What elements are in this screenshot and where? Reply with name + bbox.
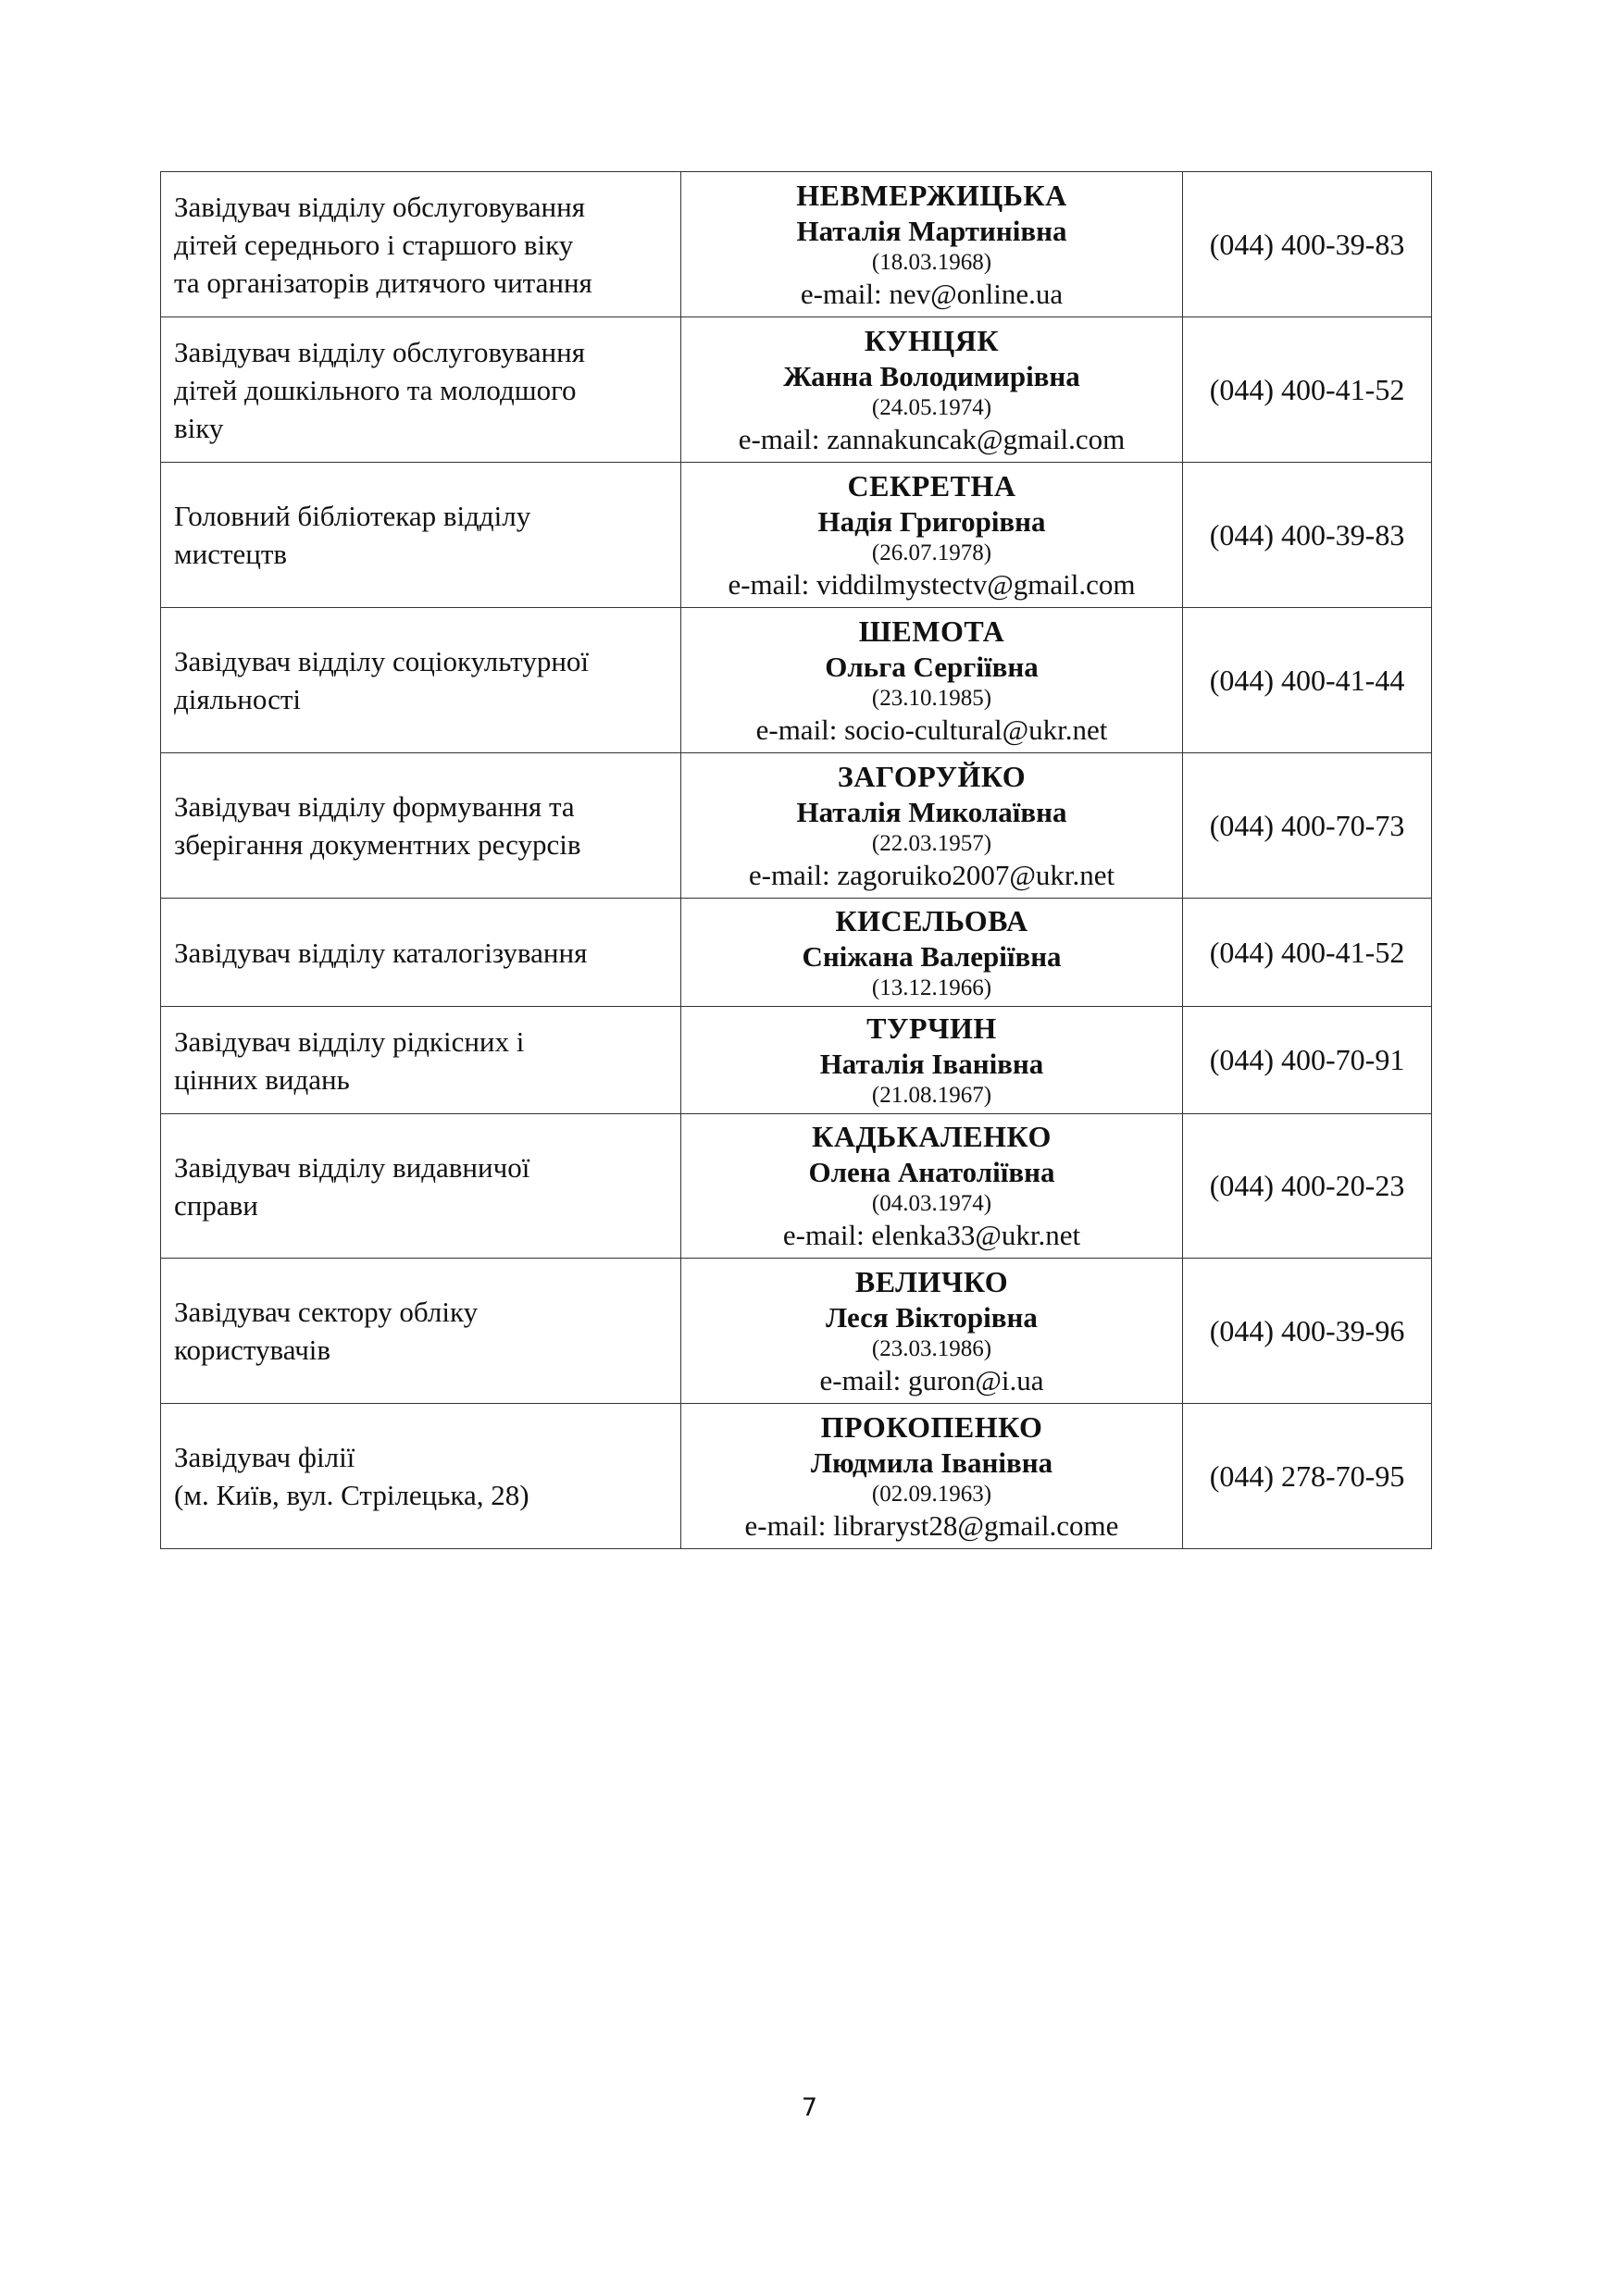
position-cell (161, 753, 681, 899)
email-link[interactable]: e-mail: socio-cultural@ukr.net (755, 713, 1108, 746)
surname: СЕКРЕТНА (847, 468, 1016, 503)
position-text: цінних видань (174, 1062, 350, 1096)
person-cell (681, 463, 1183, 608)
staff-contacts-table (160, 171, 1432, 1549)
email-link[interactable]: e-mail: libraryst28@gmail.come (744, 1508, 1119, 1542)
position-text: Головний бібліотекар відділу (174, 500, 531, 532)
given-name: Надія Григорівна (817, 504, 1046, 538)
birth-date: (04.03.1974) (871, 1191, 992, 1216)
person-cell (681, 1007, 1183, 1114)
position-text: Завідувач сектору обліку (174, 1296, 479, 1328)
email-link[interactable]: e-mail: elenka33@ukr.net (782, 1219, 1081, 1251)
birth-date: (18.03.1968) (871, 249, 992, 275)
phone-number: (044) 278-70-95 (1183, 1404, 1432, 1549)
position-cell (161, 317, 681, 463)
given-name: Сніжана Валеріївна (802, 939, 1062, 973)
phone-number: (044) 400-20-23 (1183, 1114, 1432, 1259)
position-text: користувачів (174, 1334, 331, 1366)
surname: НЕВМЕРЖИЦЬКА (796, 178, 1067, 212)
person-cell (681, 899, 1183, 1007)
position-cell (161, 172, 681, 317)
position-text: діяльності (174, 683, 302, 715)
given-name: Леся Вікторівна (826, 1300, 1038, 1334)
table-row (161, 608, 1432, 753)
phone-number: (044) 400-41-44 (1183, 608, 1432, 753)
table-row (161, 1114, 1432, 1259)
email-link[interactable]: e-mail: zannakuncak@gmail.com (738, 422, 1126, 455)
email-link[interactable]: e-mail: guron@i.ua (819, 1363, 1044, 1396)
position-text: Завідувач філії (174, 1441, 355, 1473)
phone-number: (044) 400-41-52 (1183, 899, 1432, 1007)
surname: ТУРЧИН (866, 1011, 997, 1045)
table-row (161, 1404, 1432, 1549)
given-name: Наталія Мартинівна (796, 214, 1067, 247)
table-row (161, 317, 1432, 463)
phone-number: (044) 400-39-96 (1183, 1259, 1432, 1404)
position-text: Завідувач відділу видавничої (174, 1150, 530, 1184)
table-row (161, 899, 1432, 1007)
position-text: Завідувач відділу обслуговування (174, 190, 585, 223)
birth-date: (26.07.1978) (871, 540, 992, 565)
person-cell (681, 753, 1183, 899)
surname: ЗАГОРУЙКО (837, 759, 1027, 793)
given-name: Людмила Іванівна (810, 1446, 1053, 1479)
table-row (161, 753, 1432, 899)
position-text: Завідувач відділу каталогізування (174, 936, 588, 969)
position-cell (161, 608, 681, 753)
person-cell (681, 1259, 1183, 1404)
position-cell (161, 1259, 681, 1404)
surname: КУНЦЯК (864, 323, 1000, 357)
birth-date: (02.09.1963) (871, 1481, 992, 1507)
phone-number: (044) 400-70-73 (1183, 753, 1432, 899)
page-number: 7 (801, 2093, 818, 2122)
position-text: Завідувач відділу соціокультурної (174, 645, 590, 677)
person-cell (681, 608, 1183, 753)
position-text: мистецтв (174, 538, 288, 570)
email-link[interactable]: e-mail: zagoruiko2007@ukr.net (748, 858, 1115, 891)
position-text: Завідувач відділу рідкісних і (174, 1024, 525, 1058)
surname: ВЕЛИЧКО (854, 1264, 1009, 1298)
person-cell (681, 317, 1183, 463)
birth-date: (24.05.1974) (871, 394, 992, 420)
given-name: Олена Анатоліївна (808, 1156, 1055, 1188)
position-text: дітей дошкільного та молодшого (174, 373, 577, 406)
position-cell (161, 463, 681, 608)
given-name: Наталія Миколаївна (796, 795, 1067, 828)
phone-number: (044) 400-70-91 (1183, 1007, 1432, 1114)
surname: КАДЬКАЛЕНКО (812, 1120, 1052, 1153)
phone-number: (044) 400-39-83 (1183, 172, 1432, 317)
table-row (161, 1007, 1432, 1114)
table-row (161, 172, 1432, 317)
staff-table-body (161, 172, 1432, 1549)
birth-date: (22.03.1957) (871, 830, 992, 856)
surname: ШЕМОТА (858, 614, 1005, 648)
birth-date: (21.08.1967) (871, 1083, 992, 1108)
given-name: Ольга Сергіївна (825, 650, 1039, 683)
phone-number: (044) 400-39-83 (1183, 463, 1432, 608)
position-cell (161, 1007, 681, 1114)
position-text: Завідувач відділу обслуговування (174, 335, 585, 368)
position-text: зберігання документних ресурсів (174, 828, 581, 861)
table-row (161, 463, 1432, 608)
surname: ПРОКОПЕНКО (820, 1409, 1043, 1444)
birth-date: (23.10.1985) (871, 685, 992, 711)
person-cell (681, 1404, 1183, 1549)
position-text: Завідувач відділу формування та (174, 790, 575, 823)
position-cell (161, 899, 681, 1007)
position-text: та організаторів дитячого читання (174, 266, 592, 299)
person-cell (681, 172, 1183, 317)
person-cell (681, 1114, 1183, 1259)
given-name: Наталія Іванівна (819, 1048, 1044, 1080)
birth-date: (23.03.1986) (871, 1335, 992, 1361)
table-row (161, 1259, 1432, 1404)
position-text: дітей середнього і старшого віку (174, 228, 574, 261)
position-text: справи (174, 1188, 258, 1222)
email-link[interactable]: e-mail: viddilmystectv@gmail.com (728, 567, 1136, 601)
position-cell (161, 1114, 681, 1259)
position-text: віку (174, 411, 224, 444)
surname: КИСЕЛЬОВА (835, 903, 1028, 937)
email-link[interactable]: e-mail: nev@online.ua (800, 277, 1064, 310)
phone-number: (044) 400-41-52 (1183, 317, 1432, 463)
birth-date: (13.12.1966) (871, 974, 992, 1000)
given-name: Жанна Володимирівна (783, 359, 1080, 392)
position-cell (161, 1404, 681, 1549)
position-text: (м. Київ, вул. Стрілецька, 28) (174, 1479, 529, 1511)
